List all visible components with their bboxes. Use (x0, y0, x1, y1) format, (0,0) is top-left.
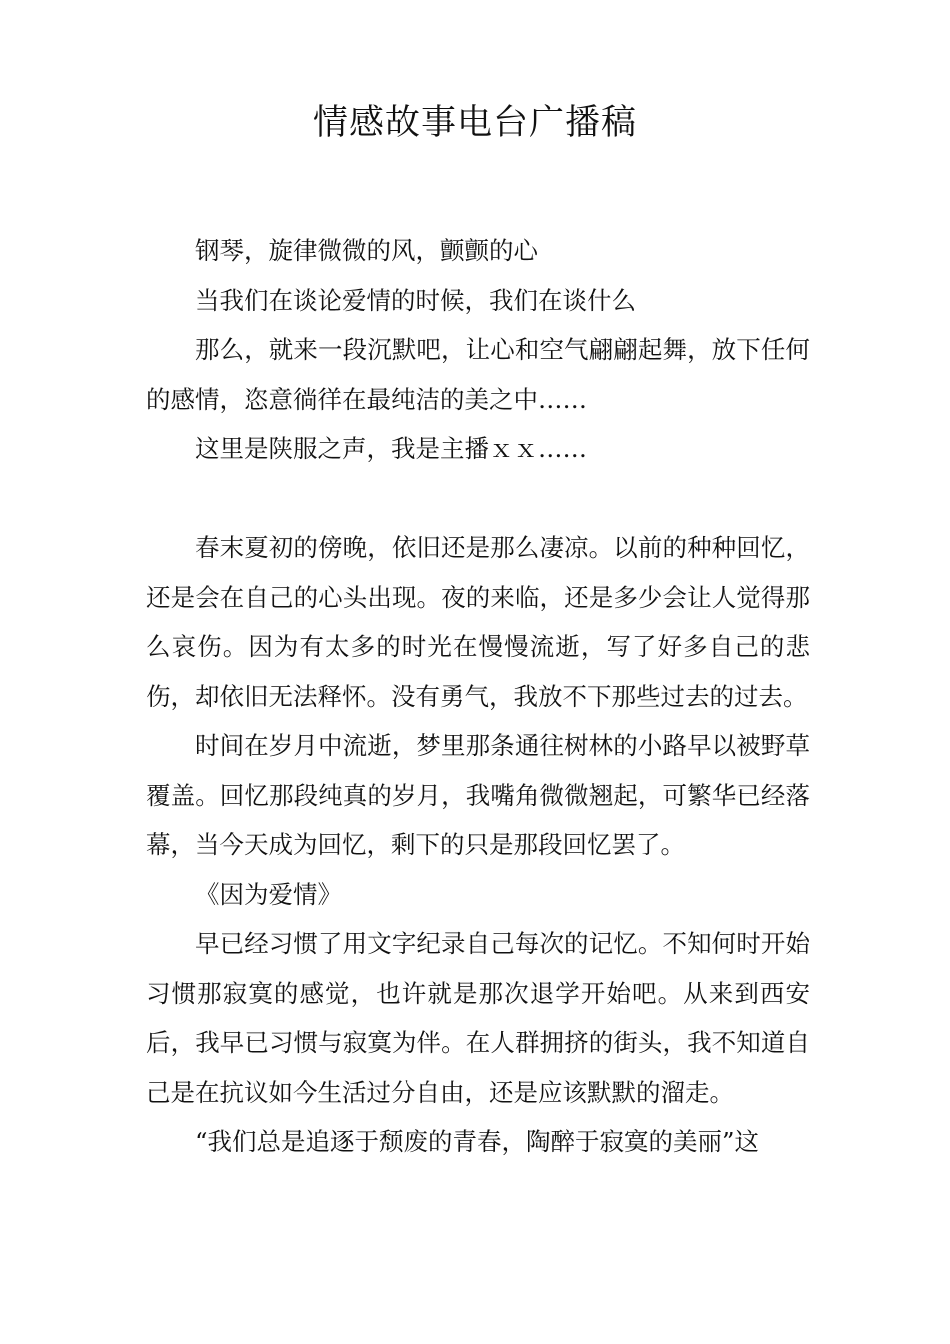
paragraph-time-passing: 时间在岁月中流逝，梦里那条通往树林的小路早以被野草覆盖。回忆那段纯真的岁月，我嘴角微微翘起，可繁华已经落幕，当今天成为回忆，剩下的只是那段回忆罢了。 (146, 731, 810, 859)
document-body (146, 226, 810, 1167)
document-title: 情感故事电台广播稿 (312, 103, 637, 143)
paragraph-song-title: 《因为爱情》 (195, 879, 342, 909)
paragraph-habit: 早已经习惯了用文字纪录自己每次的记忆。不知何时开始习惯那寂寞的感觉，也许就是那次退学开始吧。从来到西安后，我早已习惯与寂寞为伴。在人群拥挤的街头，我不知道自己是在抗议如今生活过分自由，还是应该默默的溜走。 (146, 929, 810, 1107)
paragraph-silence: 那么，就来一段沉默吧，让心和空气翩翩起舞，放下任何的感情，恣意徜徉在最纯洁的美之中…… (146, 335, 810, 414)
paragraph-spring-evening: 春末夏初的傍晚，依旧还是那么凄凉。以前的种种回忆，还是会在自己的心头出现。夜的来临，还是多少会让人觉得那么哀伤。因为有太多的时光在慢慢流逝，写了好多自己的悲伤，却依旧无法释怀。没有勇气，我放不下那些过去的过去。 (146, 533, 810, 711)
paragraph-quote: “我们总是追逐于颓废的青春，陶醉于寂寞的美丽”这 (195, 1127, 760, 1156)
paragraph-question: 当我们在谈论爱情的时候，我们在谈什么 (195, 285, 636, 315)
blank-line (146, 474, 810, 524)
paragraph-piano: 钢琴，旋律微微的风，颤颤的心 (195, 236, 538, 265)
paragraph-host-intro: 这里是陕服之声，我是主播ｘｘ…… (195, 434, 587, 463)
